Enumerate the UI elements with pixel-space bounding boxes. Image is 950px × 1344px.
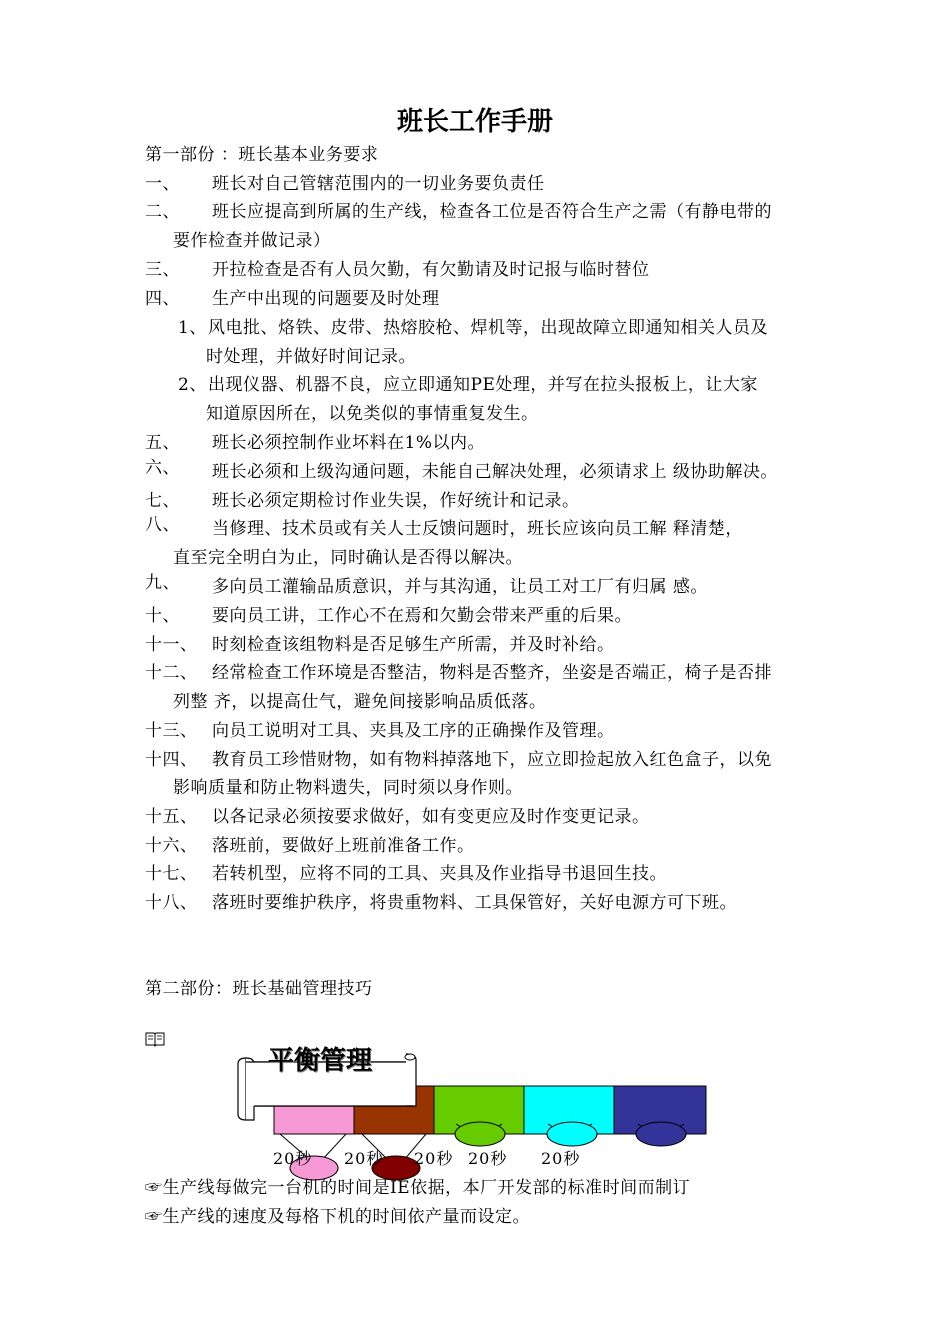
time-label: 20秒 — [468, 1149, 508, 1168]
item-number: 十六、 — [145, 836, 198, 856]
page-title: 班长工作手册 — [396, 107, 553, 137]
item-text: 当修理、技术员或有关人士反馈问题时，班长应该向员工解 释清楚， — [212, 519, 743, 539]
sub-item-text-continued: 时处理，并做好时间记录。 — [206, 347, 416, 367]
sub-item-text-continued: 知道原因所在，以免类似的事情重复发生。 — [206, 404, 539, 424]
item-text: 时刻检查该组物料是否足够生产所需，并及时补给。 — [212, 635, 615, 655]
sub-item-number: 1、 — [178, 318, 207, 338]
item-number: 十七、 — [145, 864, 198, 884]
item-text-continued: 直至完全明白为止，同时确认是否得以解决。 — [173, 548, 523, 568]
time-label: 20秒 — [414, 1149, 454, 1168]
part2-heading: 第二部份：班长基础管理技巧 — [145, 979, 373, 999]
sub-item-text: 风电批、烙铁、皮带、热熔胶枪、焊机等，出现故障立即通知相关人员及 — [208, 318, 768, 338]
item-number: 四、 — [145, 289, 180, 309]
sub-item-number: 2、 — [178, 375, 207, 395]
item-text: 班长应提高到所属的生产线，检查各工位是否符合生产之需（有静电带的 — [212, 202, 772, 222]
item-text: 落班前，要做好上班前准备工作。 — [212, 836, 475, 856]
item-text: 以各记录必须按要求做好，如有变更应及时作变更记录。 — [212, 807, 650, 827]
item-number: 五、 — [145, 433, 180, 453]
item-text: 开拉检查是否有人员欠勤，有欠勤请及时记报与临时替位 — [212, 260, 650, 280]
item-text: 班长必须定期检讨作业失误，作好统计和记录。 — [212, 491, 580, 511]
item-text-continued: 要作检查并做记录） — [173, 231, 331, 251]
item-text: 班长对自己管辖范围内的一切业务要负责任 — [212, 174, 545, 194]
diagram-title: 平衡管理 — [268, 1046, 373, 1076]
book-icon — [145, 1031, 165, 1047]
item-text: 班长必须和上级沟通问题，未能自己解决处理，必须请求上 级协助解决。 — [212, 462, 778, 482]
bullet-line: ☞生产线的速度及每格下机的时间依产量而设定。 — [145, 1207, 530, 1227]
item-number: 十五、 — [145, 807, 198, 827]
item-number: 三、 — [145, 260, 180, 280]
item-text-continued: 列整 齐，以提高仕气，避免间接影响品质低落。 — [173, 692, 547, 712]
item-text: 向员工说明对工具、夹具及工序的正确操作及管理。 — [212, 721, 615, 741]
item-text: 多向员工灌输品质意识，并与其沟通，让员工对工厂有归属 感。 — [212, 577, 708, 597]
item-number: 六、 — [145, 458, 180, 478]
item-number: 八、 — [145, 515, 180, 535]
operator-3 — [455, 1122, 505, 1146]
time-label: 20秒 — [273, 1149, 313, 1168]
item-text: 经常检查工作环境是否整洁，物料是否整齐，坐姿是否端正，椅子是否排 — [212, 663, 772, 683]
item-number: 一、 — [145, 174, 180, 194]
sub-item-text: 出现仪器、机器不良，应立即通知PE处理，并写在拉头报板上，让大家 — [208, 375, 758, 395]
part1-heading: 第一部份 ：班长基本业务要求 — [145, 145, 379, 165]
item-text: 生产中出现的问题要及时处理 — [212, 289, 440, 309]
item-text: 若转机型，应将不同的工具、夹具及作业指导书退回生技。 — [212, 864, 667, 884]
operator-4 — [547, 1122, 597, 1146]
item-text: 班长必须控制作业坏料在1%以内。 — [212, 433, 485, 453]
item-number: 十、 — [145, 606, 180, 626]
item-number: 十三、 — [145, 721, 198, 741]
time-label: 20秒 — [541, 1149, 581, 1168]
item-number: 七、 — [145, 491, 180, 511]
item-number: 九、 — [145, 573, 180, 593]
item-text: 教育员工珍惜财物，如有物料掉落地下，应立即捡起放入红色盒子，以免 — [212, 750, 772, 770]
item-text: 落班时要维护秩序，将贵重物料、工具保管好，关好电源方可下班。 — [212, 893, 737, 913]
operator-5 — [636, 1122, 686, 1146]
item-text: 要向员工讲，工作心不在焉和欠勤会带来严重的后果。 — [212, 606, 632, 626]
time-label: 20秒 — [344, 1149, 384, 1168]
item-number: 十八、 — [145, 893, 198, 913]
item-number: 二、 — [145, 202, 180, 222]
item-number: 十四、 — [145, 750, 198, 770]
bullet-line: ☞生产线每做完一台机的时间是IE依据，本厂开发部的标准时间而制订 — [145, 1178, 691, 1198]
item-text-continued: 影响质量和防止物料遗失，同时须以身作则。 — [173, 778, 523, 798]
item-number: 十二、 — [145, 663, 198, 683]
item-number: 十一、 — [145, 635, 198, 655]
